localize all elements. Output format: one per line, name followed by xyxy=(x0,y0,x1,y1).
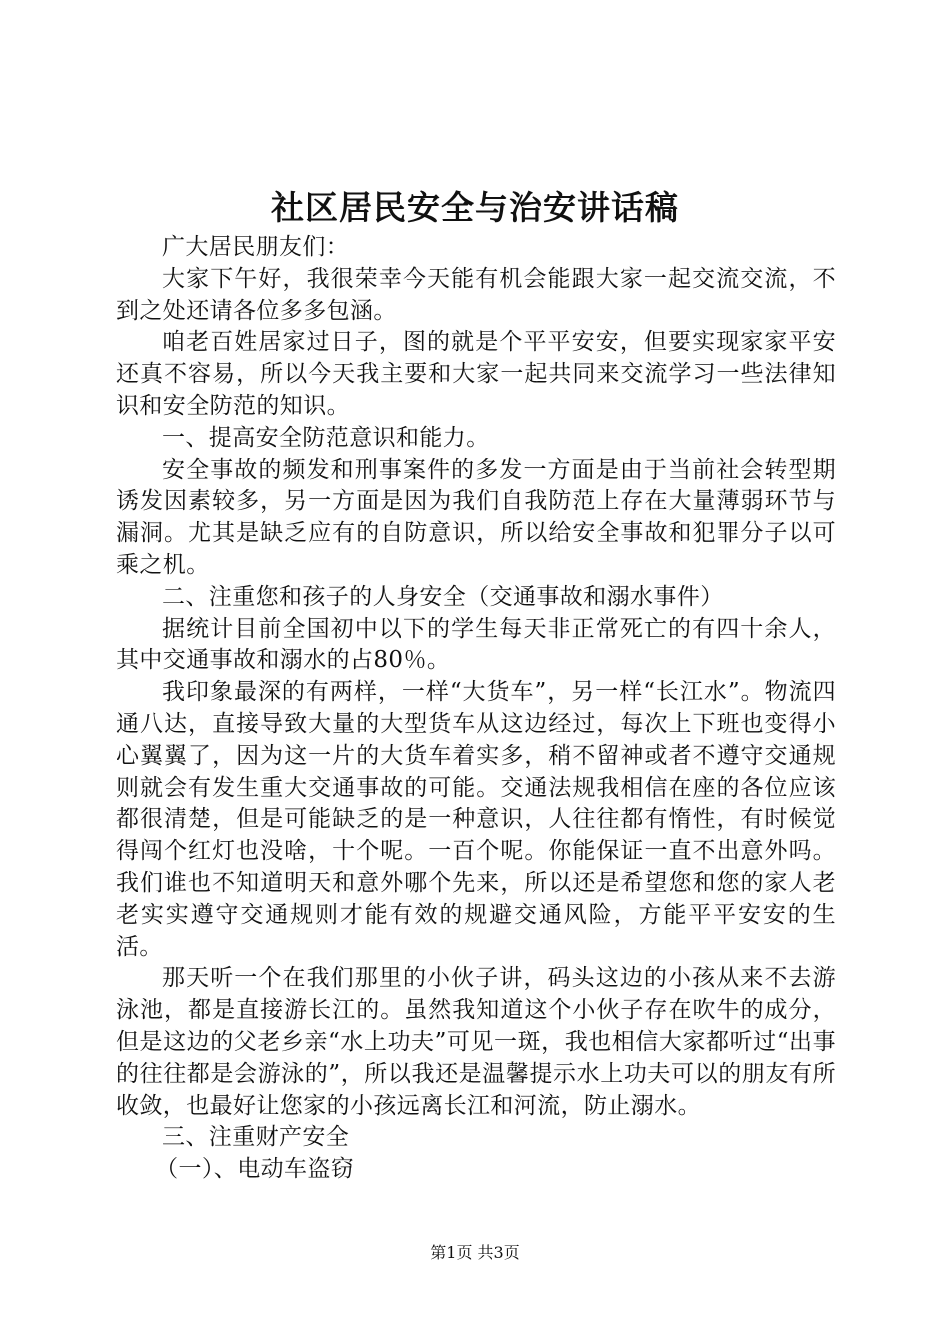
subsection-heading: （一）、电动车盗窃 xyxy=(155,1156,355,1183)
document-title: 社区居民安全与治安讲话稿 xyxy=(271,188,679,227)
document-body xyxy=(116,232,836,1186)
section-heading-2: 二、注重您和孩子的人身安全（交通事故和溺水事件） xyxy=(162,583,724,610)
intro-paragraph: 咱老百姓居家过日子，图的就是个平平安安，但要实现家家平安还真不容易，所以今天我主要和大家一起共同来交流学习一些法律知识和安全防范的知识。 xyxy=(116,329,836,419)
section-1-paragraph: 安全事故的频发和刑事案件的多发一方面是由于当前社会转型期诱发因素较多，另一方面是因为我们自我防范上存在大量薄弱环节与漏洞。尤其是缺乏应有的自防意识，所以给安全事故和犯罪分子以可乘之机。 xyxy=(116,456,836,578)
section-heading-3: 三、注重财产安全 xyxy=(162,1124,350,1151)
opening-paragraph: 大家下午好，我很荣幸今天能有机会能跟大家一起交流交流，不到之处还请各位多多包涵。 xyxy=(116,265,836,324)
statistics-paragraph: 据统计目前全国初中以下的学生每天非正常死亡的有四十余人，其中交通事故和溺水的占80％。 xyxy=(116,615,836,674)
page-footer: 第1页 共3页 xyxy=(430,1243,520,1262)
greeting-paragraph: 广大居民朋友们： xyxy=(162,234,350,260)
drowning-paragraph: 那天听一个在我们那里的小伙子讲，码头这边的小孩从来不去游泳池，都是直接游长江的。虽然我知道这个小伙子存在吹牛的成分，但是这边的父老乡亲“水上功夫”可见一斑，我也相信大家都听过“出事的往往都是会游泳的”，所以我还是温馨提示水上功夫可以的朋友有所收敛，也最好让您家的小孩远离长江和河流，防止溺水。 xyxy=(116,965,836,1119)
traffic-paragraph: 我印象最深的有两样，一样“大货车”，另一样“长江水”。物流四通八达，直接导致大量的大型货车从这边经过，每次上下班也变得小心翼翼了，因为这一片的大货车着实多，稍不留神或者不遵守交通规则就会有发生重大交通事故的可能。交通法规我相信在座的各位应该都很清楚，但是可能缺乏的是一种意识，人往往都有惰性，有时候觉得闯个红灯也没啥，十个呢。一百个呢。你能保证一直不出意外吗。我们谁也不知道明天和意外哪个先来，所以还是希望您和您的家人老老实实遵守交通规则才能有效的规避交通风险，方能平平安安的生活。 xyxy=(116,679,836,960)
section-heading-1: 一、提高安全防范意识和能力。 xyxy=(162,424,490,451)
